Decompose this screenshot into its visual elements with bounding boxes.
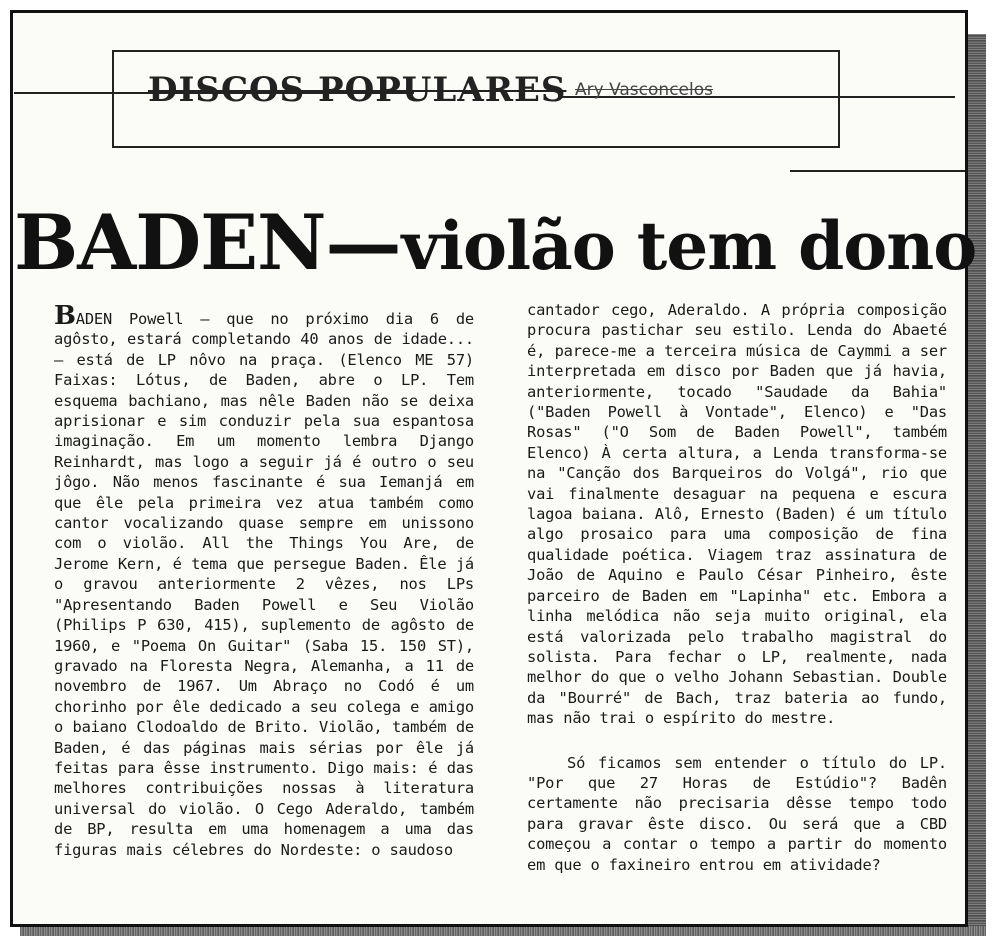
headline-rest: violão tem dono [401, 207, 977, 285]
drop-cap: B [54, 301, 76, 331]
clipping-shadow-bottom [20, 926, 986, 936]
headline-main: BADEN [14, 198, 326, 287]
closing-paragraph: Só ficamos sem entender o título do LP. "Por que 27 Horas de Estúdio"? Badên certamente não precisaria dêsse tempo todo para gravar êste disco. Ou será que a CBD começou a contar o tempo a partir do momento em que o faxineiro entrou em atividade? [527, 753, 947, 874]
article-column-right [527, 300, 947, 875]
left-column-text: ADEN Powell — que no próximo dia 6 de agôsto, estará completando 40 anos de idade... — está de LP nôvo na praça. (Elenco ME 57) Faixas: Lótus, de Baden, abre o LP. Tem esquema bachiano, mas nêle Baden não se deixa aprisionar e sim conduzir pela sua espantosa imaginação. Em um momento lembra Django Reinhardt, mas logo a seguir já é outro o seu jôgo. Não menos fascinante é sua Iemanjá em que êle pela primeira vez atua também como cantor vocalizando quase sempre em unissono com o violão. All the Things You Are, de Jerome Kern, é tema que persegue Baden. Êle já o gravou anteriormente 2 vêzes, nos LPs "Apresentando Baden Powell e Seu Violão (Philips P 630, 415), suplemento de agôsto de 1960, e "Poema On Guitar" (Saba 15. 150 ST), gravado na Floresta Negra, Alemanha, a 11 de novembro de 1967. Um Abraço no Codó é um chorinho por êle dedicado a seu colega e amigo o baiano Clodoaldo de Brito. Violão, também de Baden, é das páginas mais sérias por êle já feitas para êsse instrumento. Digo mais: é das melhores contribuições nossas à literatura universal do violão. O Cego Aderaldo, também de BP, resulta em uma homenagem a uma das figuras mais célebres do Nordeste: o saudoso [54, 310, 474, 859]
article-paragraph [54, 301, 474, 860]
headline [14, 198, 977, 287]
byline: Ary Vasconcelos [575, 80, 713, 100]
decorative-rule [790, 170, 965, 172]
article-column-left [54, 301, 474, 860]
section-title: DISCOS POPULARES [148, 70, 567, 110]
right-column-text: cantador cego, Aderaldo. A própria composição procura pastichar seu estilo. Lenda do Abaeté é, parece-me a terceira música de Caymmi a ser interpretada em disco por Baden que já havia, anteriormente, tocado "Saudade da Bahia" ("Baden Powell à Vontade", Elenco) e "Das Rosas" ("O Som de Baden Powell", também Elenco) À certa altura, a Lenda transforma-se na "Canção dos Barqueiros do Volgá", rio que vai finalmente desaguar na pequena e escura lagoa baiana. Alô, Ernesto (Baden) é um título algo prosaico para uma composição de fina qualidade poética. Viagem traz assinatura de João de Aquino e Paulo César Pinheiro, êste parceiro de Baden em "Lapinha" etc. Embora a linha melódica não seja muito original, ela está valorizada pelo trabalho magistral do solista. Para fechar o LP, realmente, nada melhor do que o velho Johann Sebastian. Double da "Bourré" de Bach, traz bateria ao fundo, mas não trai o espírito do mestre. [527, 301, 947, 728]
headline-dash: — [325, 198, 402, 287]
